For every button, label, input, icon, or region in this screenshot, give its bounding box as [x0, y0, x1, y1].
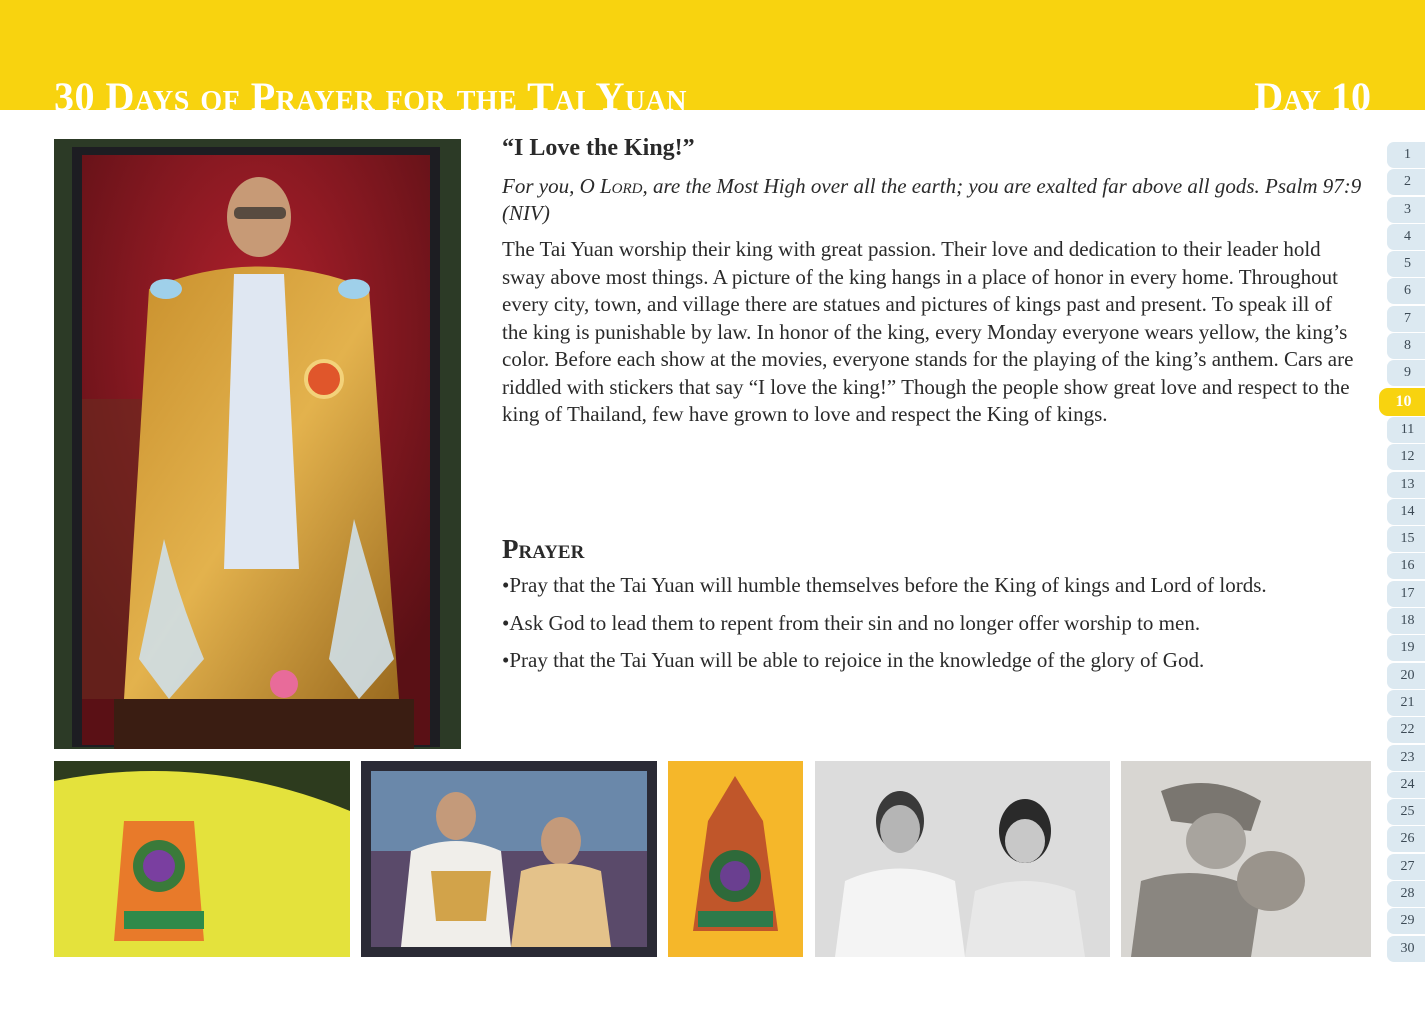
- day-tab-1[interactable]: 1: [1387, 142, 1425, 168]
- day-tab-4[interactable]: 4: [1387, 224, 1425, 250]
- series-title: 30 Days of Prayer for the Tai Yuan: [54, 74, 688, 110]
- day-tab-10-active[interactable]: 10: [1379, 388, 1425, 416]
- day-tab-11[interactable]: 11: [1387, 417, 1425, 443]
- day-tab-8[interactable]: 8: [1387, 333, 1425, 359]
- day-tab-5[interactable]: 5: [1387, 251, 1425, 277]
- verse-start: For you, O: [502, 174, 600, 198]
- prayer-list: [502, 571, 1362, 684]
- devotion-title: “I Love the King!”: [502, 135, 695, 161]
- day-tab-22[interactable]: 22: [1387, 717, 1425, 743]
- prayer-heading: Prayer: [502, 534, 585, 564]
- verse-lord: Lord: [600, 174, 643, 198]
- day-tab-6[interactable]: 6: [1387, 278, 1425, 304]
- header-band: [0, 0, 1425, 110]
- day-label: Day 10: [1254, 74, 1371, 110]
- day-tab-23[interactable]: 23: [1387, 745, 1425, 771]
- royal-couple-framed-photo: [361, 761, 657, 957]
- day-tab-18[interactable]: 18: [1387, 608, 1425, 634]
- day-tabs: [1387, 142, 1425, 963]
- day-tab-13[interactable]: 13: [1387, 472, 1425, 498]
- day-tab-24[interactable]: 24: [1387, 772, 1425, 798]
- royal-emblem-photo: [668, 761, 803, 957]
- verse-end: , are the Most High over all the earth; you are exalted far above all gods. Psalm 97:9 (NIV): [502, 174, 1362, 225]
- day-tab-21[interactable]: 21: [1387, 690, 1425, 716]
- scripture-verse: [502, 173, 1362, 227]
- day-tab-19[interactable]: 19: [1387, 635, 1425, 661]
- day-tab-27[interactable]: 27: [1387, 854, 1425, 880]
- king-portrait-photo: [54, 139, 461, 749]
- day-tab-15[interactable]: 15: [1387, 526, 1425, 552]
- day-tab-2[interactable]: 2: [1387, 169, 1425, 195]
- day-tab-7[interactable]: 7: [1387, 306, 1425, 332]
- prayer-item: •Pray that the Tai Yuan will humble themselves before the King of kings and Lord of lords.: [502, 573, 1267, 597]
- prayer-item: •Pray that the Tai Yuan will be able to rejoice in the knowledge of the glory of God.: [502, 648, 1205, 672]
- devotion-content: [502, 133, 1362, 429]
- king-greeting-photo: [1121, 761, 1371, 957]
- prayer-item: •Ask God to lead them to repent from their sin and no longer offer worship to men.: [502, 610, 1201, 635]
- day-tab-30[interactable]: 30: [1387, 936, 1425, 962]
- day-tab-29[interactable]: 29: [1387, 908, 1425, 934]
- day-tab-20[interactable]: 20: [1387, 663, 1425, 689]
- day-tab-16[interactable]: 16: [1387, 553, 1425, 579]
- day-tab-25[interactable]: 25: [1387, 799, 1425, 825]
- day-tab-26[interactable]: 26: [1387, 826, 1425, 852]
- day-tab-3[interactable]: 3: [1387, 197, 1425, 223]
- devotion-body: The Tai Yuan worship their king with great passion. Their love and dedication to their leader hold sway above most things. A picture of the king hangs in a place of honor in every home. Throughout every city, town, and village there are statues and pictures of kings past and present. To speak ill of the king is punishable by law. In honor of the king, every Monday everyone wears yellow, the king’s color. Before each show at the movies, everyone stands for the playing of the king’s anthem. Cars are riddled with stickers that say “I love the king!” Though the people show great love and respect to the king of Thailand, few have grown to love and respect the King of kings.: [502, 237, 1354, 426]
- day-tab-9[interactable]: 9: [1387, 360, 1425, 386]
- day-tab-14[interactable]: 14: [1387, 499, 1425, 525]
- day-tab-17[interactable]: 17: [1387, 581, 1425, 607]
- historic-couple-photo: [815, 761, 1110, 957]
- yellow-flag-emblem-photo: [54, 761, 350, 957]
- day-tab-28[interactable]: 28: [1387, 881, 1425, 907]
- day-tab-12[interactable]: 12: [1387, 444, 1425, 470]
